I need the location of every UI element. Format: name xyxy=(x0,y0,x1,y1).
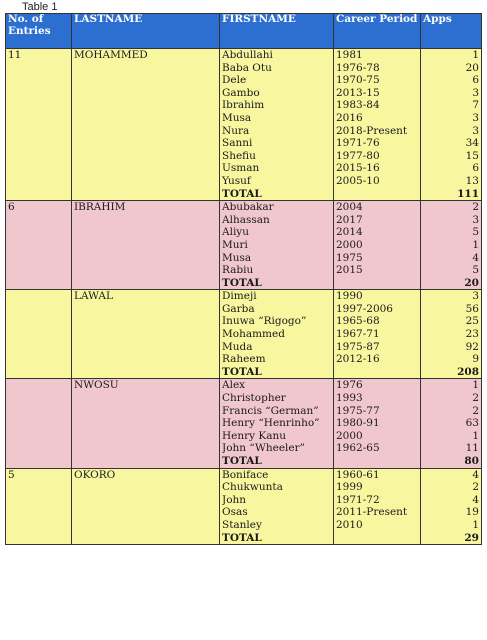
apps-value: 2 xyxy=(472,481,479,494)
apps-cell xyxy=(421,290,482,379)
career-period: 2016 xyxy=(336,111,363,124)
firstname: Christopher xyxy=(222,392,286,405)
career-period: 1990 xyxy=(336,290,363,303)
firstname: Inuwa “Rigogo” xyxy=(222,315,307,328)
header-firstname: FIRSTNAME xyxy=(220,14,334,49)
header-row xyxy=(6,14,482,49)
firstname: Muri xyxy=(222,238,248,251)
firstname: Osas xyxy=(222,506,248,519)
career-period: 2011-Present xyxy=(336,506,408,519)
career-period-cell xyxy=(334,49,421,201)
career-period: 1975-87 xyxy=(336,340,380,353)
apps-value: 2 xyxy=(472,404,479,417)
apps-value: 2 xyxy=(472,392,479,405)
firstname-cell xyxy=(220,468,334,545)
firstname: Usman xyxy=(222,162,260,175)
career-period: 2000 xyxy=(336,429,363,442)
entries-count: 11 xyxy=(6,49,72,201)
apps-value: 20 xyxy=(465,61,479,74)
surname-appearances-table xyxy=(5,13,482,545)
entries-count: 6 xyxy=(6,201,72,290)
firstname: Stanley xyxy=(222,518,262,531)
apps-value: 1 xyxy=(472,379,479,392)
firstname: Nura xyxy=(222,124,250,137)
firstname: Henry “Henrinho” xyxy=(222,417,320,430)
career-period: 1967-71 xyxy=(336,328,380,341)
firstname: Mohammed xyxy=(222,328,285,341)
firstname: Aliyu xyxy=(222,226,249,239)
career-period-cell xyxy=(334,468,421,545)
apps-value: 34 xyxy=(465,137,479,150)
career-period: 2004 xyxy=(336,201,363,214)
career-period: 1970-75 xyxy=(336,74,380,87)
firstname: Musa xyxy=(222,251,252,264)
career-period: 2014 xyxy=(336,226,363,239)
total-label: TOTAL xyxy=(222,276,262,289)
career-period: 1975 xyxy=(336,251,363,264)
apps-value: 4 xyxy=(472,493,479,506)
career-period: 1971-72 xyxy=(336,493,380,506)
total-career-empty xyxy=(336,277,418,290)
firstname-cell xyxy=(220,201,334,290)
apps-value: 3 xyxy=(472,111,479,124)
firstname: Yusuf xyxy=(222,174,251,187)
lastname-cell: MOHAMMED xyxy=(72,49,220,201)
total-career-empty xyxy=(336,188,418,201)
firstname: Boniface xyxy=(222,468,269,481)
career-period: 2000 xyxy=(336,238,363,251)
career-period: 1960-61 xyxy=(336,468,380,481)
career-period: 2018-Present xyxy=(336,124,408,137)
total-apps: 20 xyxy=(464,276,479,289)
career-period: 1976 xyxy=(336,379,363,392)
career-period-cell xyxy=(334,290,421,379)
apps-value: 3 xyxy=(472,290,479,303)
career-period: 1981 xyxy=(336,49,363,61)
total-apps: 29 xyxy=(464,531,479,544)
career-period: 1999 xyxy=(336,481,363,494)
career-period: 2017 xyxy=(336,213,363,226)
total-label: TOTAL xyxy=(222,531,262,544)
career-period: 2015 xyxy=(336,264,363,277)
firstname: Musa xyxy=(222,111,252,124)
firstname: Shefiu xyxy=(222,149,256,162)
group-row-lawal xyxy=(6,290,482,379)
career-period: 2013-15 xyxy=(336,86,380,99)
header-entries: No. of Entries xyxy=(6,14,72,49)
lastname-cell: NWOSU xyxy=(72,379,220,468)
firstname: Baba Otu xyxy=(222,61,272,74)
firstname: John xyxy=(222,493,247,506)
firstname: Francis “German” xyxy=(222,404,319,417)
career-period-cell xyxy=(334,201,421,290)
apps-value: 56 xyxy=(465,302,479,315)
firstname: Rabiu xyxy=(222,264,254,277)
lastname-cell: IBRAHIM xyxy=(72,201,220,290)
apps-value: 1 xyxy=(472,518,479,531)
apps-value: 92 xyxy=(465,340,479,353)
total-career-empty xyxy=(336,455,418,468)
entries-count: 5 xyxy=(6,468,72,545)
lastname-cell: LAWAL xyxy=(72,290,220,379)
apps-value: 63 xyxy=(465,417,479,430)
apps-value: 5 xyxy=(472,226,479,239)
apps-value: 11 xyxy=(465,442,479,455)
career-period: 2005-10 xyxy=(336,174,380,187)
firstname: Dimeji xyxy=(222,290,257,303)
career-period: 1975-77 xyxy=(336,404,380,417)
firstname: John “Wheeler” xyxy=(222,442,305,455)
career-period: 1983-84 xyxy=(336,99,380,112)
apps-value: 4 xyxy=(472,251,479,264)
firstname: Abubakar xyxy=(222,201,274,214)
career-period: 1993 xyxy=(336,392,363,405)
career-period: 1962-65 xyxy=(336,442,380,455)
career-period: 2010 xyxy=(336,518,363,531)
firstname: Abdullahi xyxy=(222,49,273,61)
career-period: 2015-16 xyxy=(336,162,380,175)
group-row-mohammed xyxy=(6,49,482,201)
apps-value: 1 xyxy=(472,429,479,442)
apps-value: 13 xyxy=(465,174,479,187)
apps-value: 1 xyxy=(472,238,479,251)
apps-value: 6 xyxy=(472,74,479,87)
firstname: Raheem xyxy=(222,353,266,366)
total-label: TOTAL xyxy=(222,455,262,467)
firstname: Alhassan xyxy=(222,213,270,226)
apps-cell xyxy=(421,468,482,545)
apps-value: 9 xyxy=(472,353,479,366)
firstname: Muda xyxy=(222,340,253,353)
total-apps: 80 xyxy=(464,455,479,467)
career-period: 1980-91 xyxy=(336,417,380,430)
firstname-cell xyxy=(220,49,334,201)
firstname: Gambo xyxy=(222,86,260,99)
apps-value: 6 xyxy=(472,162,479,175)
apps-value: 3 xyxy=(472,124,479,137)
firstname: Henry Kanu xyxy=(222,429,287,442)
apps-value: 15 xyxy=(465,149,479,162)
total-career-empty xyxy=(336,532,418,545)
entries-count xyxy=(6,290,72,379)
header-apps: Apps xyxy=(421,14,482,49)
apps-cell xyxy=(421,49,482,201)
group-row-okoro xyxy=(6,468,482,545)
firstname: Garba xyxy=(222,302,255,315)
apps-value: 2 xyxy=(472,201,479,214)
apps-value: 23 xyxy=(465,328,479,341)
apps-value: 25 xyxy=(465,315,479,328)
total-apps: 111 xyxy=(457,187,479,200)
table-caption: Table 1 xyxy=(22,1,58,13)
apps-value: 19 xyxy=(465,506,479,519)
total-label: TOTAL xyxy=(222,187,262,200)
career-period: 1977-80 xyxy=(336,149,380,162)
total-career-empty xyxy=(336,366,418,379)
apps-value: 7 xyxy=(472,99,479,112)
firstname: Sanni xyxy=(222,137,253,150)
firstname: Dele xyxy=(222,74,247,87)
career-period: 1965-68 xyxy=(336,315,380,328)
apps-value: 3 xyxy=(472,86,479,99)
apps-value: 1 xyxy=(472,49,479,61)
lastname-cell: OKORO xyxy=(72,468,220,545)
career-period: 2012-16 xyxy=(336,353,380,366)
apps-cell xyxy=(421,379,482,468)
career-period: 1971-76 xyxy=(336,137,380,150)
firstname-cell xyxy=(220,379,334,468)
firstname: Ibrahim xyxy=(222,99,265,112)
career-period: 1997-2006 xyxy=(336,302,393,315)
apps-value: 4 xyxy=(472,468,479,481)
career-period-cell xyxy=(334,379,421,468)
group-row-ibrahim xyxy=(6,201,482,290)
firstname: Alex xyxy=(222,379,246,392)
entries-count xyxy=(6,379,72,468)
group-row-nwosu xyxy=(6,379,482,468)
career-period: 1976-78 xyxy=(336,61,380,74)
firstname-cell xyxy=(220,290,334,379)
firstname: Chukwunta xyxy=(222,481,283,494)
header-career-period: Career Period xyxy=(334,14,421,49)
header-lastname: LASTNAME xyxy=(72,14,220,49)
apps-cell xyxy=(421,201,482,290)
apps-value: 3 xyxy=(472,213,479,226)
total-apps: 208 xyxy=(457,365,479,378)
apps-value: 5 xyxy=(472,264,479,277)
total-label: TOTAL xyxy=(222,365,262,378)
